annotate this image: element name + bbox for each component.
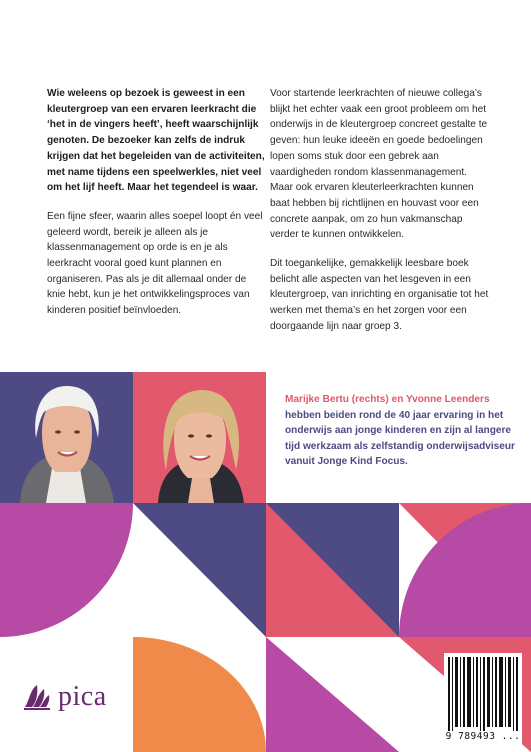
publisher-name: pica: [58, 681, 107, 712]
barcode-icon: [448, 657, 518, 731]
body-paragraph: Een fijne sfeer, waarin alles soepel loopt én veel geleerd wordt, bereik je alleen als je klassenmanagement op orde is en je als leerkracht vooral goed kunt plannen en organiseren. Pas als je dit allemaal onder de knie hebt, kun je het ontwikkelingsproces van kinderen positief beïnvloeden.: [47, 210, 263, 317]
author-bio-text: hebben beiden rond de 40 jaar ervaring in het onderwijs aan jonge kinderen en zijn al langere tijd werkzaam als zelfstandig onderwijsadviseur vanuit Jonge Kind Focus.: [285, 409, 515, 468]
pica-logo-icon: [22, 681, 54, 713]
lead-paragraph: Wie weleens op bezoek is geweest in een kleutergroep van een ervaren leerkracht die ‘het in de vingers heeft’, heeft waarschijnlijk genoten. De bezoeker kan zelfs de indruk krijgen dat het begeleiden van de activiteiten, met name tijdens een speelwerkles, niet veel om het lijf heeft. Maar het tegendeel is waar.: [47, 88, 265, 194]
body-paragraph: Voor startende leerkrachten of nieuwe collega’s blijkt het echter vaak een groot probleem om het onderwijs in de kleutergroep concreet gestalte te geven: hun leuke ideeën en goede bedoelingen lopen soms stuk door een gebrek aan vaardigheden rondom klassenmanagement. Maar ook ervaren kleuterleerkrachten kunnen baat hebben bij richtlijnen en houvast voor een concrete aanpak, om zo hun vakmanschap verder te kunnen ontwikkelen.: [270, 88, 488, 241]
author-names: Marijke Bertu (rechts) en Yvonne Leenders: [285, 394, 490, 405]
publisher-logo: [22, 681, 107, 713]
triangle-navy: [133, 503, 266, 637]
isbn-number: 9 789493 ...: [445, 731, 521, 742]
quarter-circle-orange: [133, 637, 266, 752]
quarter-circle-magenta: [0, 503, 133, 637]
barcode: [444, 653, 522, 745]
author-bio: [285, 392, 520, 470]
body-paragraph: Dit toegankelijke, gemakkelijk leesbare boek belicht alle aspecten van het lesgeven in een kleutergroep, van inrichting en organisatie tot het werken met thema’s en het zorgen voor een doorgaande lijn naar groep 3.: [270, 258, 489, 332]
